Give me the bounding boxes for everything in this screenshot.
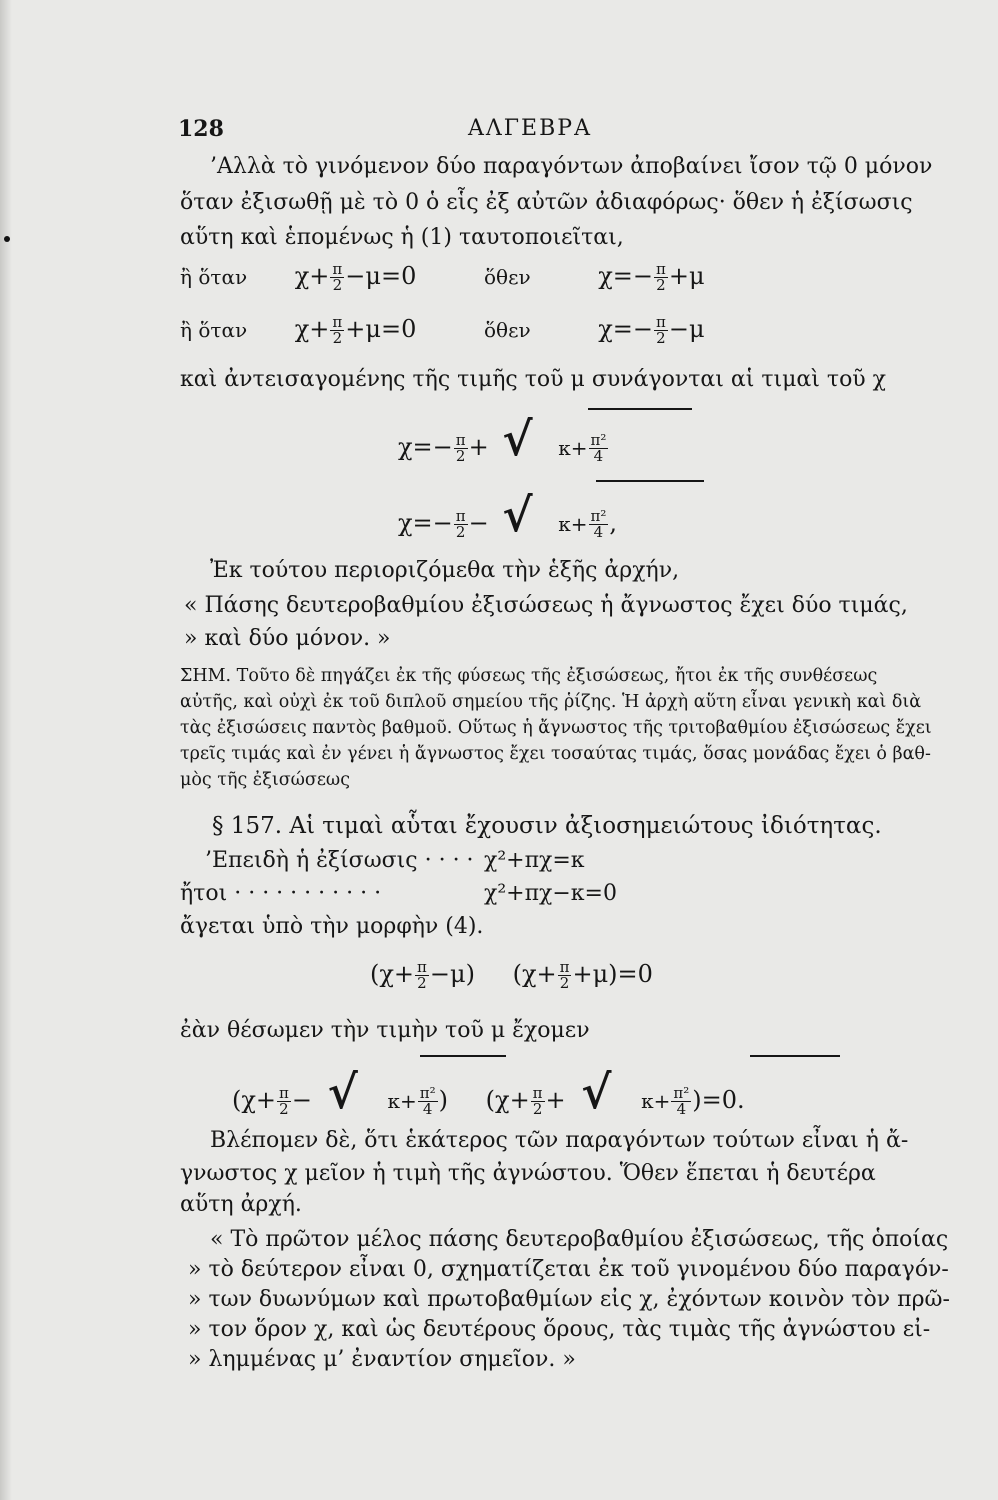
- factored-equation: [370, 960, 653, 991]
- case-line-1: [180, 262, 705, 293]
- equation-part: −: [468, 509, 489, 537]
- fraction-denominator: 2: [279, 1100, 289, 1118]
- note-line: ΣΗΜ. Τοῦτο δὲ πηγάζει ἐκ τῆς φύσεως τῆς ἐξισώσεως, ἤτοι ἐκ τῆς συνθέσεως: [180, 666, 878, 686]
- radical-sign-icon: √: [502, 488, 533, 542]
- case-line-2: [180, 315, 705, 346]
- fraction-numerator: π: [417, 958, 427, 976]
- paragraph-line: Ἐκ τούτου περιοριζόμεθα τὴν ἑξῆς ἀρχήν,: [210, 558, 680, 583]
- equation-part: χ=−: [598, 262, 654, 290]
- equation-part: χ=−: [398, 509, 453, 537]
- case-label: ἢ ὅταν: [180, 265, 248, 289]
- ink-dot: [4, 236, 10, 242]
- equation-part: ,: [609, 509, 618, 537]
- paragraph-line: ἐὰν θέσωμεν τὴν τιμὴν τοῦ μ ἔχομεν: [180, 1018, 590, 1043]
- section-heading: § 157. Αἱ τιμαὶ αὗται ἔχουσιν ἀξιοσημειώτους ἰδιότητας.: [212, 813, 882, 839]
- quote-line: » τον ὅρον χ, καὶ ὡς δευτέρους ὅρους, τὰς τιμὰς τῆς ἀγνώστου εἰ-: [188, 1317, 931, 1342]
- fraction: [654, 315, 668, 346]
- fraction: [454, 433, 468, 464]
- equation-label: ἤτοι · · · · · · · · · · ·: [180, 881, 382, 906]
- fraction-numerator: π: [332, 260, 343, 278]
- radical-sign-icon: √: [502, 412, 533, 466]
- page-number: 128: [178, 116, 224, 142]
- hence-label: ὅθεν: [484, 318, 531, 342]
- fraction-denominator: 2: [332, 276, 343, 294]
- equation-part: )=0.: [692, 1086, 745, 1114]
- equation: χ²+πχ−κ=0: [484, 881, 617, 906]
- equation-part: +: [468, 433, 489, 461]
- fraction: [277, 1086, 291, 1117]
- equation-part: ): [438, 1086, 449, 1114]
- fraction-numerator: π²: [590, 507, 607, 525]
- radical-bar: [750, 1055, 840, 1057]
- radicand: κ+: [558, 512, 588, 536]
- equation-part: (χ+: [485, 1086, 530, 1114]
- equation-part: +μ=0: [345, 315, 417, 343]
- fraction-numerator: π²: [673, 1084, 690, 1102]
- full-factorization: [232, 1065, 745, 1119]
- equation-part: +: [545, 1086, 566, 1114]
- equation-part: χ=−: [398, 433, 453, 461]
- fraction: [654, 262, 668, 293]
- paragraph-line: Βλέπομεν δὲ, ὅτι ἑκάτερος τῶν παραγόντων τούτων εἶναι ἡ ἄ-: [210, 1128, 909, 1153]
- paragraph-line: αὕτη ἀρχή.: [180, 1192, 302, 1217]
- equation-part: −μ=0: [345, 262, 417, 290]
- quote-line: » τὸ δεύτερον εἶναι 0, σχηματίζεται ἐκ τοῦ γινομένου δύο παραγόν-: [188, 1257, 949, 1282]
- equation-part: (χ+: [512, 960, 557, 988]
- radical-bar: [420, 1055, 506, 1057]
- running-title: ΑΛΓΕΒΡΑ: [468, 116, 592, 141]
- equation-part: χ+: [294, 262, 330, 290]
- equation-label: ’Επειδὴ ἡ ἐξίσωσις · · · ·: [205, 848, 474, 873]
- radical-sign-icon: √: [327, 1065, 358, 1119]
- radical-sign-icon: √: [581, 1065, 612, 1119]
- equation-part: +μ)=0: [572, 960, 653, 988]
- paragraph-line: καὶ ἀντεισαγομένης τῆς τιμῆς τοῦ μ συνάγονται αἱ τιμαὶ τοῦ χ: [180, 367, 887, 392]
- quote-line: « Πάσης δευτεροβαθμίου ἐξισώσεως ἡ ἄγνωστος ἔχει δύο τιμάς,: [184, 593, 908, 618]
- fraction-numerator: π: [455, 431, 466, 449]
- radicand: κ+: [558, 436, 588, 460]
- fraction-denominator: 2: [332, 329, 343, 347]
- fraction-numerator: π²: [590, 431, 607, 449]
- equation: [294, 313, 424, 347]
- equation: χ²+πχ=κ: [484, 848, 585, 873]
- fraction-numerator: π: [656, 313, 666, 331]
- solution: [598, 260, 705, 294]
- equation-part: (χ+: [370, 960, 415, 988]
- fraction-numerator: π²: [419, 1084, 436, 1102]
- equation: [294, 260, 424, 294]
- equation-part: −μ): [429, 960, 475, 988]
- solution: [598, 313, 705, 347]
- paragraph-line: αὕτη καὶ ἑπομένως ἡ (1) ταυτοποιεῖται,: [180, 225, 624, 250]
- note-line: τὰς ἐξισώσεις παντὸς βαθμοῦ. Οὕτως ἡ ἄγνωστος τῆς τριτοβαθμίου ἐξισώσεως ἔχει: [180, 718, 932, 738]
- fraction-denominator: 4: [422, 1100, 433, 1118]
- root-equation-2: [398, 488, 617, 542]
- equation-part: −μ: [668, 315, 705, 343]
- fraction-denominator: 2: [532, 1100, 543, 1118]
- fraction-numerator: π: [559, 958, 570, 976]
- radical-bar: [588, 408, 692, 410]
- equation-part: χ+: [294, 315, 330, 343]
- paragraph-line: ’Αλλὰ τὸ γινόμενον δύο παραγόντων ἀποβαίνει ἴσον τῷ 0 μόνον: [210, 154, 933, 179]
- fraction: [415, 960, 429, 991]
- paragraph-line: ὅταν ἐξισωθῇ μὲ τὸ 0 ὁ εἷς ἐξ αὐτῶν ἀδιαφόρως· ὅθεν ἡ ἐξίσωσις: [180, 190, 913, 215]
- fraction-denominator: 2: [559, 974, 570, 992]
- radical-bar: [596, 480, 704, 482]
- fraction-numerator: π: [279, 1084, 289, 1102]
- equation-part: −: [291, 1086, 312, 1114]
- fraction-denominator: 2: [455, 447, 466, 465]
- equation-part: +μ: [668, 262, 705, 290]
- hence-label: ὅθεν: [484, 265, 531, 289]
- quote-line: » λημμένας μ’ ἐναντίον σημεῖον. »: [188, 1347, 576, 1372]
- fraction-denominator: 4: [593, 523, 604, 541]
- fraction: [589, 433, 609, 464]
- equation-part: χ=−: [598, 315, 654, 343]
- note-line: μὸς τῆς ἐξισώσεως: [180, 770, 350, 790]
- fraction-numerator: π: [332, 313, 343, 331]
- quote-line: » καὶ δύο μόνον. »: [184, 626, 391, 651]
- note-line: τρεῖς τιμάς καὶ ἐν γένει ἡ ἄγνωστος ἔχει τοσαύτας τιμάς, ὅσας μονάδας ἔχει ὁ βαθ-: [180, 744, 931, 764]
- fraction-numerator: π: [532, 1084, 543, 1102]
- fraction-denominator: 2: [656, 276, 666, 294]
- radicand: κ+: [641, 1089, 671, 1113]
- quote-line: » των δυωνύμων καὶ πρωτοβαθμίων εἰς χ, ἐχόντων κοινὸν τὸν πρῶ-: [188, 1287, 950, 1312]
- fraction-numerator: π: [656, 260, 666, 278]
- root-equation-1: [398, 412, 609, 466]
- fraction: [454, 509, 468, 540]
- fraction-denominator: 2: [417, 974, 427, 992]
- radicand: κ+: [387, 1089, 417, 1113]
- fraction: [671, 1086, 691, 1117]
- paragraph-line: ἄγεται ὑπὸ τὴν μορφὴν (4).: [180, 914, 484, 939]
- fraction-denominator: 4: [593, 447, 604, 465]
- fraction-denominator: 2: [656, 329, 666, 347]
- fraction: [330, 262, 344, 293]
- equation-part: (χ+: [232, 1086, 277, 1114]
- note-line: αὐτῆς, καὶ οὐχὶ ἐκ τοῦ διπλοῦ σημείου τῆς ῥίζης. Ἡ ἀρχὴ αὕτη εἶναι γενικὴ καὶ διὰ: [180, 692, 922, 712]
- fraction: [330, 315, 344, 346]
- fraction: [531, 1086, 545, 1117]
- fraction: [418, 1086, 438, 1117]
- fraction-denominator: 2: [455, 523, 466, 541]
- fraction-numerator: π: [455, 507, 466, 525]
- fraction-denominator: 4: [676, 1100, 687, 1118]
- case-label: ἢ ὅταν: [180, 318, 248, 342]
- fraction: [589, 509, 609, 540]
- paragraph-line: γνωστος χ μεῖον ἡ τιμὴ τῆς ἀγνώστου. Ὅθεν ἕπεται ἡ δευτέρα: [180, 1161, 876, 1186]
- fraction: [558, 960, 572, 991]
- quote-line: « Τὸ πρῶτον μέλος πάσης δευτεροβαθμίου ἐξισώσεως, τῆς ὁποίας: [210, 1227, 949, 1252]
- page-edge-shadow: [0, 0, 12, 1500]
